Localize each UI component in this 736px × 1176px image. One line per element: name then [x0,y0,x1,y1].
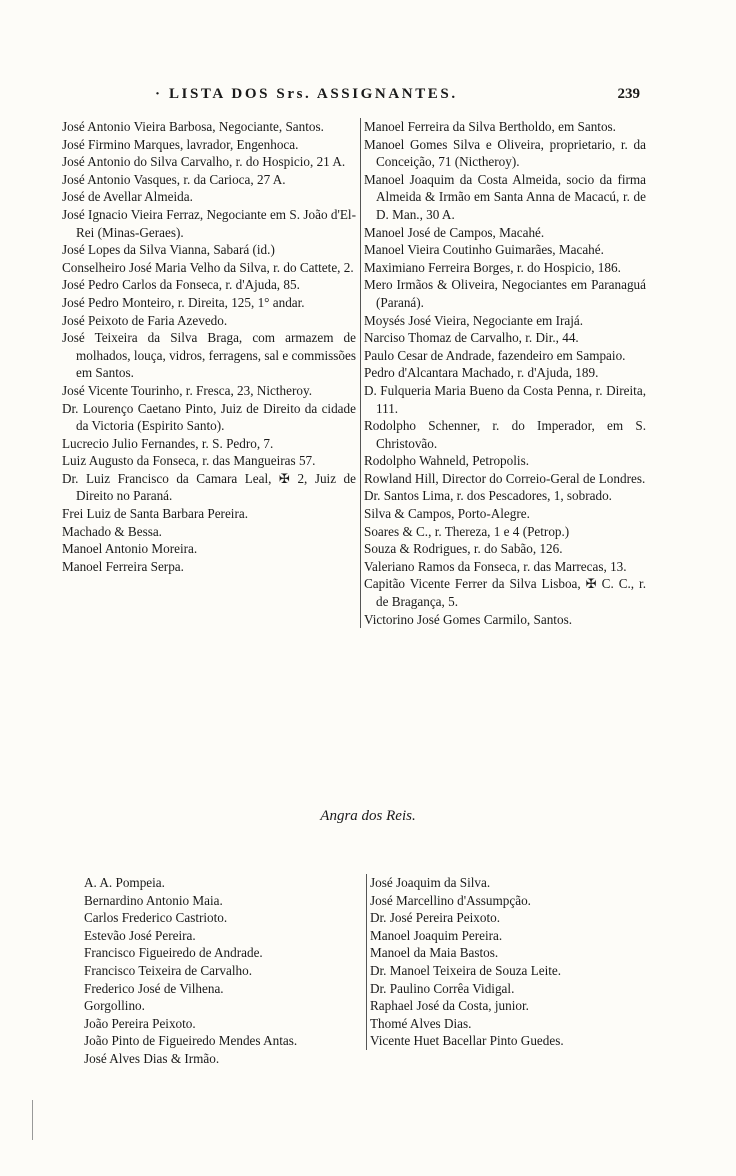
subscriber-entry: Raphael José da Costa, junior. [370,998,529,1014]
subscriber-entry: Dr. Santos Lima, r. dos Pescadores, 1, sobrado. [364,488,612,504]
subscriber-entry: José Teixeira da Silva Braga, com armazem de molhados, louça, vidros, ferragens, sal e commissões em Santos. [62,330,356,381]
subscriber-entry: Rowland Hill, Director do Correio-Geral de Londres. [364,470,646,486]
subscriber-entry: José Marcellino d'Assumpção. [370,892,531,908]
subscriber-entry: Frei Luiz de Santa Barbara Pereira. [62,506,249,522]
subscriber-entry: Valeriano Ramos da Fonseca, r. das Marrecas, 13. [364,558,627,574]
subscriber-entry: José Antonio do Silva Carvalho, r. do Hospicio, 21 A. [62,154,346,170]
subscriber-entry: Maximiano Ferreira Borges, r. do Hospicio, 186. [364,259,621,275]
subscriber-entry: Rodolpho Schenner, r. do Imperador, em S. Christovão. [364,418,646,451]
subscribers-column-left [62,118,356,575]
subscriber-entry: Manoel Joaquim da Costa Almeida, socio da firma Almeida & Irmão em Santa Anna de Macacú, r. de D. Man., 30 A. [364,171,646,222]
subscriber-entry: Manoel Vieira Coutinho Guimarães, Macahé. [364,242,604,258]
subscriber-entry: Luiz Augusto da Fonseca, r. das Mangueiras 57. [62,453,316,469]
subscriber-entry: Paulo Cesar de Andrade, fazendeiro em Sampaio. [364,347,626,363]
subscriber-entry: José Ignacio Vieira Ferraz, Negociante em S. João d'El-Rei (Minas-Geraes). [62,206,356,240]
subscriber-entry: Manoel Ferreira da Silva Bertholdo, em Santos. [364,119,616,134]
subscriber-entry: Dr. Lourenço Caetano Pinto, Juiz de Direito da cidade da Victoria (Espirito Santo). [62,400,356,434]
subscriber-entry: Soares & C., r. Thereza, 1 e 4 (Petrop.) [364,523,570,539]
subscriber-entry: José Peixoto de Faria Azevedo. [62,312,228,328]
subscriber-entry: Moysés José Vieira, Negociante em Irajá. [364,312,584,328]
subscriber-entry: João Pinto de Figueiredo Mendes Antas. [84,1033,298,1049]
subscriber-entry: José Joaquim da Silva. [370,875,491,890]
subscriber-entry: Carlos Frederico Castrioto. [84,910,228,926]
scan-margin-mark [32,1100,33,1140]
subscriber-entry: José Vicente Tourinho, r. Fresca, 23, Nictheroy. [62,382,313,398]
subscriber-entry: Estevão José Pereira. [84,927,196,943]
subscriber-entry: José Alves Dias & Irmão. [84,1050,220,1066]
subscriber-entry: Machado & Bessa. [62,523,162,539]
subscriber-entry: Lucrecio Julio Fernandes, r. S. Pedro, 7. [62,435,274,451]
subscriber-entry: Rodolpho Wahneld, Petropolis. [364,453,529,469]
subscriber-entry: Francisco Teixeira de Carvalho. [84,962,253,978]
subscriber-entry: Manoel Ferreira Serpa. [62,558,184,574]
subscriber-entry: D. Fulqueria Maria Bueno da Costa Penna, r. Direita, 111. [364,382,646,416]
subscriber-entry: Dr. Manoel Teixeira de Souza Leite. [370,962,562,978]
subscriber-entry: Dr. José Pereira Peixoto. [370,910,501,926]
subscriber-entry: José Antonio Vieira Barbosa, Negociante, Santos. [62,119,324,134]
subscriber-entry: Dr. Paulino Corrêa Vidigal. [370,980,515,996]
subscriber-entry: Conselheiro José Maria Velho da Silva, r. do Cattete, 2. [62,259,354,275]
subscriber-entry: José Pedro Carlos da Fonseca, r. d'Ajuda, 85. [62,277,300,293]
subscriber-entry: José de Avellar Almeida. [62,189,193,205]
subscriber-entry: Manoel José de Campos, Macahé. [364,224,545,240]
subscriber-entry: Francisco Figueiredo de Andrade. [84,945,263,961]
subscriber-entry: Mero Irmãos & Oliveira, Negociantes em Paranaguá (Paraná). [364,277,646,310]
subscriber-entry: Victorino José Gomes Carmilo, Santos. [364,611,572,627]
subscriber-entry: Vicente Huet Bacellar Pinto Guedes. [370,1033,564,1049]
subscriber-entry: Narciso Thomaz de Carvalho, r. Dir., 44. [364,330,579,346]
section-column-right [366,874,640,1050]
subscriber-entry: Bernardino Antonio Maia. [84,892,223,908]
subscriber-entry: Frederico José de Vilhena. [84,980,224,996]
subscriber-entry: Manoel da Maia Bastos. [370,945,499,961]
subscriber-entry: José Lopes da Silva Vianna, Sabará (id.) [62,242,275,258]
subscriber-entry: Manoel Antonio Moreira. [62,541,198,557]
section-title: Angra dos Reis. [320,808,416,824]
subscriber-entry: Manoel Gomes Silva e Oliveira, proprietario, r. da Conceição, 71 (Nictheroy). [364,136,646,170]
subscriber-entry: Thomé Alves Dias. [370,1015,472,1031]
subscriber-entry: Souza & Rodrigues, r. do Sabão, 126. [364,541,563,557]
subscriber-entry: Silva & Campos, Porto-Alegre. [364,506,530,522]
running-title: · LISTA DOS Srs. ASSIGNANTES. [155,86,458,102]
subscriber-entry: José Antonio Vasques, r. da Carioca, 27 A. [62,171,286,187]
subscriber-entry: Dr. Luiz Francisco da Camara Leal, ✠ 2, Juiz de Direito no Paraná. [62,470,356,504]
subscriber-entry: José Firmino Marques, lavrador, Engenhoca. [62,136,299,152]
subscriber-entry: José Pedro Monteiro, r. Direita, 125, 1° andar. [62,294,305,310]
page-header [60,86,640,108]
subscriber-entry: Gorgollino. [84,998,145,1014]
subscriber-entry: João Pereira Peixoto. [84,1015,196,1031]
subscriber-entry: Pedro d'Alcantara Machado, r. d'Ajuda, 189. [364,365,599,381]
subscribers-column-right [360,118,646,628]
section-column-left [84,874,366,1068]
subscriber-entry: Capitão Vicente Ferrer da Silva Lisboa, ✠ C. C., r. de Bragança, 5. [364,576,646,610]
subscriber-entry: A. A. Pompeia. [84,875,165,890]
page-number: 239 [617,86,640,102]
subscriber-entry: Manoel Joaquim Pereira. [370,927,503,943]
